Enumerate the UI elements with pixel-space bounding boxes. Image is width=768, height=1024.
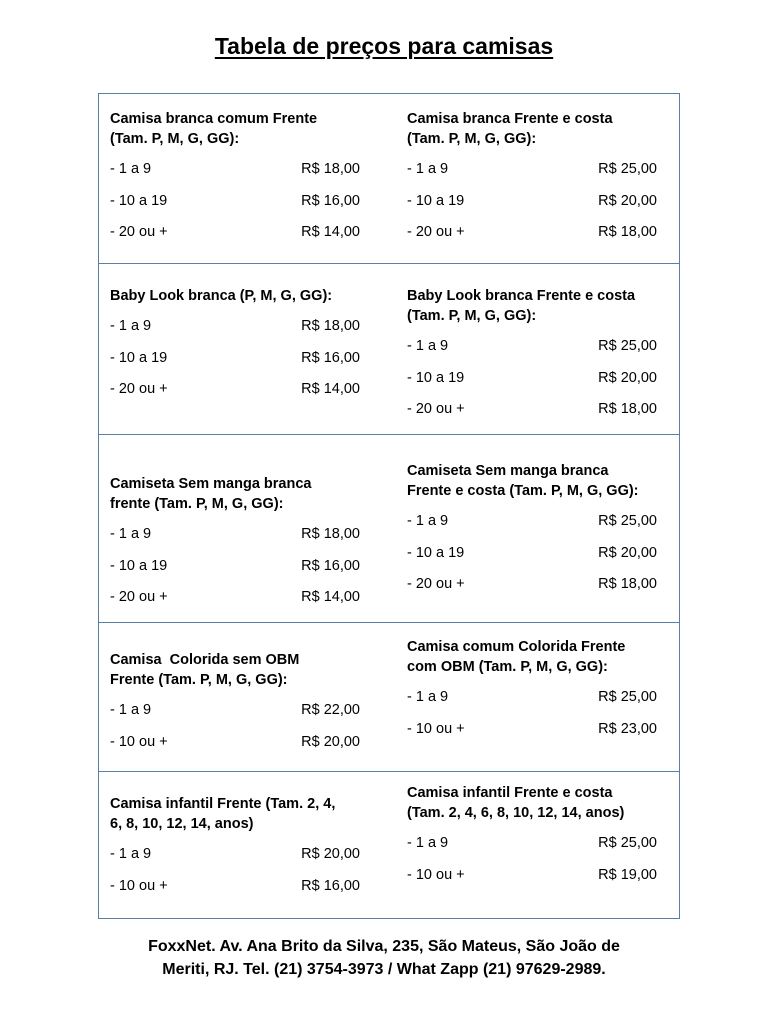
price-row — [110, 222, 360, 242]
price-row — [110, 844, 360, 864]
price-row — [110, 700, 360, 720]
product-cell-right — [407, 94, 657, 263]
quantity-range: - 10 ou + — [110, 877, 168, 894]
price-section — [99, 94, 679, 264]
unit-price: R$ 18,00 — [301, 161, 360, 177]
product-title-line: (Tam. P, M, G, GG): — [407, 131, 537, 147]
quantity-range: - 20 ou + — [407, 576, 465, 592]
quantity-range: - 10 a 19 — [110, 192, 168, 209]
quantity-range: - 1 a 9 — [407, 689, 449, 705]
product-title-line: 6, 8, 10, 12, 14, anos) — [110, 816, 254, 832]
quantity-range: - 20 ou + — [407, 401, 465, 417]
quantity-range: - 1 a 9 — [407, 161, 449, 177]
unit-price: R$ 18,00 — [301, 526, 360, 542]
product-cell-left — [110, 623, 360, 771]
footer-address — [0, 935, 768, 981]
quantity-range: - 20 ou + — [110, 589, 168, 605]
product-title — [110, 109, 380, 149]
unit-price: R$ 20,00 — [301, 846, 360, 862]
price-row — [110, 316, 360, 336]
product-title-line: Camisa branca comum Frente — [110, 111, 318, 127]
price-row — [110, 159, 360, 179]
quantity-range: - 1 a 9 — [407, 835, 449, 851]
page-title — [0, 33, 768, 60]
product-title — [407, 286, 677, 326]
product-title-line: Camisa comum Colorida Frente — [407, 639, 626, 655]
price-section — [99, 435, 679, 623]
unit-price: R$ 16,00 — [301, 192, 360, 209]
unit-price: R$ 14,00 — [301, 589, 360, 605]
unit-price: R$ 22,00 — [301, 702, 360, 718]
price-section — [99, 772, 679, 918]
price-row — [110, 379, 360, 399]
unit-price: R$ 20,00 — [598, 192, 657, 209]
unit-price: R$ 14,00 — [301, 381, 360, 397]
price-row — [110, 732, 360, 752]
product-title-line: Camisa infantil Frente e costa — [407, 785, 613, 801]
product-title-line: Baby Look branca Frente e costa — [407, 288, 636, 304]
unit-price: R$ 25,00 — [598, 513, 657, 529]
product-title-line: frente (Tam. P, M, G, GG): — [110, 496, 284, 512]
unit-price: R$ 16,00 — [301, 877, 360, 894]
quantity-range: - 10 a 19 — [407, 369, 465, 386]
price-row — [110, 556, 360, 576]
price-row — [110, 587, 360, 607]
page-title-text: Tabela de preços para camisas — [214, 33, 554, 59]
product-cell-left — [110, 264, 360, 434]
price-row — [407, 719, 657, 739]
quantity-range: - 1 a 9 — [407, 513, 449, 529]
price-row — [407, 159, 657, 179]
unit-price: R$ 16,00 — [301, 557, 360, 574]
product-cell-right — [407, 435, 657, 622]
product-title-line: (Tam. P, M, G, GG): — [110, 131, 240, 147]
unit-price: R$ 25,00 — [598, 338, 657, 354]
quantity-range: - 10 ou + — [110, 733, 168, 750]
quantity-range: - 10 a 19 — [110, 349, 168, 366]
quantity-range: - 10 ou + — [407, 866, 465, 883]
price-row — [407, 511, 657, 531]
quantity-range: - 10 ou + — [407, 720, 465, 737]
product-title — [407, 461, 677, 501]
product-title — [407, 109, 677, 149]
price-row — [407, 833, 657, 853]
quantity-range: - 20 ou + — [110, 381, 168, 397]
quantity-range: - 1 a 9 — [110, 526, 152, 542]
unit-price: R$ 25,00 — [598, 161, 657, 177]
quantity-range: - 20 ou + — [407, 224, 465, 240]
quantity-range: - 1 a 9 — [110, 846, 152, 862]
unit-price: R$ 23,00 — [598, 720, 657, 737]
product-title-line: Baby Look branca (P, M, G, GG): — [110, 288, 333, 304]
price-section — [99, 623, 679, 772]
unit-price: R$ 18,00 — [598, 576, 657, 592]
quantity-range: - 1 a 9 — [110, 318, 152, 334]
unit-price: R$ 18,00 — [301, 318, 360, 334]
unit-price: R$ 20,00 — [598, 544, 657, 561]
product-title-line: com OBM (Tam. P, M, G, GG): — [407, 659, 608, 675]
product-title-line: Frente (Tam. P, M, G, GG): — [110, 672, 288, 688]
price-row — [407, 191, 657, 211]
product-title — [110, 650, 380, 690]
quantity-range: - 20 ou + — [110, 224, 168, 240]
product-title-line: (Tam. P, M, G, GG): — [407, 308, 537, 324]
unit-price: R$ 20,00 — [301, 733, 360, 750]
unit-price: R$ 18,00 — [598, 224, 657, 240]
unit-price: R$ 20,00 — [598, 369, 657, 386]
unit-price: R$ 25,00 — [598, 835, 657, 851]
unit-price: R$ 25,00 — [598, 689, 657, 705]
price-row — [407, 574, 657, 594]
product-cell-left — [110, 94, 360, 263]
unit-price: R$ 16,00 — [301, 349, 360, 366]
product-title-line: Camisa infantil Frente (Tam. 2, 4, — [110, 796, 336, 812]
price-row — [407, 336, 657, 356]
quantity-range: - 1 a 9 — [110, 702, 152, 718]
price-grid — [98, 93, 680, 919]
price-row — [407, 399, 657, 419]
product-title-line: Camiseta Sem manga branca — [110, 476, 312, 492]
quantity-range: - 10 a 19 — [407, 192, 465, 209]
price-row — [110, 348, 360, 368]
unit-price: R$ 18,00 — [598, 401, 657, 417]
product-title-line: Camisa branca Frente e costa — [407, 111, 613, 127]
product-title-line: (Tam. 2, 4, 6, 8, 10, 12, 14, anos) — [407, 805, 625, 821]
price-row — [407, 687, 657, 707]
quantity-range: - 10 a 19 — [407, 544, 465, 561]
product-title — [110, 286, 380, 306]
product-title — [110, 794, 380, 834]
product-title-line: Camiseta Sem manga branca — [407, 463, 609, 479]
quantity-range: - 1 a 9 — [110, 161, 152, 177]
footer-line: Meriti, RJ. Tel. (21) 3754-3973 / What Zapp (21) 97629-2989. — [162, 961, 606, 978]
product-title-line: Camisa Colorida sem OBM — [110, 652, 300, 668]
quantity-range: - 1 a 9 — [407, 338, 449, 354]
product-title — [110, 474, 380, 514]
price-row — [407, 865, 657, 885]
product-cell-right — [407, 772, 657, 918]
product-title — [407, 637, 677, 677]
quantity-range: - 10 a 19 — [110, 557, 168, 574]
price-row — [407, 222, 657, 242]
product-title — [407, 783, 677, 823]
price-row — [407, 368, 657, 388]
price-row — [407, 543, 657, 563]
product-cell-left — [110, 772, 360, 918]
price-section — [99, 264, 679, 435]
price-row — [110, 191, 360, 211]
product-cell-right — [407, 623, 657, 771]
price-row — [110, 524, 360, 544]
footer-line: FoxxNet. Av. Ana Brito da Silva, 235, São Mateus, São João de — [148, 938, 620, 955]
price-row — [110, 876, 360, 896]
product-cell-right — [407, 264, 657, 434]
unit-price: R$ 14,00 — [301, 224, 360, 240]
unit-price: R$ 19,00 — [598, 866, 657, 883]
product-cell-left — [110, 435, 360, 622]
product-title-line: Frente e costa (Tam. P, M, G, GG): — [407, 483, 639, 499]
